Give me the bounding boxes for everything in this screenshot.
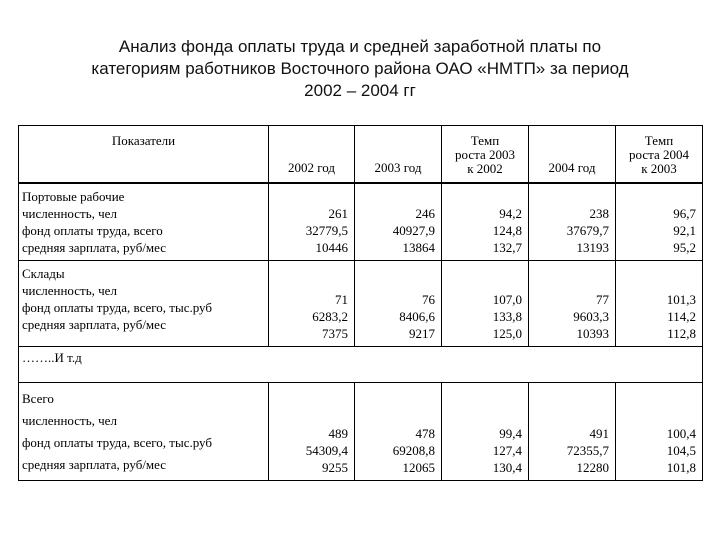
page-title <box>40 36 680 102</box>
header-indicators: Показатели <box>19 126 269 183</box>
value: 9603,3 <box>573 309 609 324</box>
row-label: численность, чел <box>22 283 117 298</box>
etc-row-label: ……..И т.д <box>19 347 703 383</box>
value: 104,5 <box>666 443 696 458</box>
row-category: Склады <box>22 266 65 281</box>
row-label: средняя зарплата, руб/мес <box>22 456 167 472</box>
value: 54309,4 <box>305 443 348 458</box>
header-growth-2003-line: Темп <box>470 132 500 148</box>
value: 478 <box>415 426 435 441</box>
value: 32779,5 <box>305 223 348 238</box>
value: 96,7 <box>673 206 696 221</box>
value: 37679,7 <box>566 223 609 238</box>
value: 72355,7 <box>566 443 609 458</box>
header-2002: 2002 год <box>269 126 355 183</box>
wage-analysis-table <box>18 125 703 481</box>
cell-2004 <box>529 383 616 481</box>
cell-growth-2004 <box>616 183 703 261</box>
value: 69208,8 <box>392 443 435 458</box>
value: 132,7 <box>492 240 522 255</box>
value: 10446 <box>315 240 348 255</box>
row-category: Портовые рабочие <box>22 188 125 204</box>
value: 10393 <box>576 326 609 341</box>
table-row <box>19 347 703 383</box>
header-growth-2004-line: к 2003 <box>641 160 677 176</box>
cell-2002 <box>269 261 355 347</box>
cell-2003 <box>355 383 442 481</box>
value: 238 <box>589 206 609 221</box>
cell-growth-2003 <box>442 183 529 261</box>
value: 246 <box>415 206 435 221</box>
value: 8406,6 <box>399 309 435 324</box>
value: 107,0 <box>492 292 522 307</box>
header-growth-2004-line: роста 2004 <box>629 146 689 162</box>
value: 489 <box>328 426 348 441</box>
value: 12065 <box>402 460 435 475</box>
row-label: численность, чел <box>22 412 117 428</box>
row-category: Всего <box>22 390 54 406</box>
value: 13864 <box>402 240 435 255</box>
value: 94,2 <box>499 206 522 221</box>
table-row <box>19 183 703 261</box>
value: 101,8 <box>666 460 696 475</box>
value: 9217 <box>409 326 435 341</box>
value: 40927,9 <box>392 223 435 238</box>
value: 92,1 <box>673 223 696 238</box>
cell-growth-2003 <box>442 261 529 347</box>
table-row <box>19 261 703 347</box>
header-2003: 2003 год <box>355 126 442 183</box>
cell-growth-2004 <box>616 383 703 481</box>
row-labels <box>19 383 269 481</box>
value: 6283,2 <box>312 309 348 324</box>
value: 101,3 <box>666 292 696 307</box>
table-row <box>19 383 703 481</box>
value: 99,4 <box>499 426 522 441</box>
value: 127,4 <box>492 443 522 458</box>
header-growth-2003-line: роста 2003 <box>455 146 515 162</box>
value: 71 <box>335 292 348 307</box>
value: 95,2 <box>673 240 696 255</box>
header-growth-2003 <box>442 126 529 183</box>
header-growth-2003-line: к 2002 <box>467 160 503 176</box>
cell-2004 <box>529 261 616 347</box>
row-label: средняя зарплата, руб/мес <box>22 239 167 255</box>
cell-2002 <box>269 183 355 261</box>
title-line-2: категориям работников Восточного района ОАО «НМТП» за период <box>91 59 629 78</box>
value: 100,4 <box>666 426 696 441</box>
header-growth-2004 <box>616 126 703 183</box>
title-line-1: Анализ фонда оплаты труда и средней заработной платы по <box>118 37 602 56</box>
value: 13193 <box>576 240 609 255</box>
table-header-row <box>19 126 703 183</box>
value: 124,8 <box>492 223 522 238</box>
row-label: средняя зарплата, руб/мес <box>22 317 167 332</box>
row-label: численность, чел <box>22 205 117 221</box>
value: 7375 <box>322 326 348 341</box>
value: 77 <box>596 292 609 307</box>
value: 491 <box>589 426 609 441</box>
value: 12280 <box>576 460 609 475</box>
cell-growth-2003 <box>442 383 529 481</box>
cell-growth-2004 <box>616 261 703 347</box>
cell-2003 <box>355 261 442 347</box>
value: 76 <box>422 292 435 307</box>
row-labels <box>19 261 269 347</box>
value: 112,8 <box>667 326 696 341</box>
value: 130,4 <box>492 460 522 475</box>
row-label: фонд оплаты труда, всего <box>22 222 163 238</box>
header-growth-2004-line: Темп <box>644 132 674 148</box>
value: 114,2 <box>667 309 696 324</box>
value: 261 <box>328 206 348 221</box>
row-label: фонд оплаты труда, всего, тыс.руб <box>22 434 212 450</box>
value: 9255 <box>322 460 348 475</box>
row-labels <box>19 183 269 261</box>
value: 133,8 <box>492 309 522 324</box>
header-2004: 2004 год <box>529 126 616 183</box>
title-line-3: 2002 – 2004 гг <box>304 81 416 100</box>
cell-2003 <box>355 183 442 261</box>
value: 125,0 <box>492 326 522 341</box>
cell-2004 <box>529 183 616 261</box>
row-label: фонд оплаты труда, всего, тыс.руб <box>22 300 212 315</box>
cell-2002 <box>269 383 355 481</box>
